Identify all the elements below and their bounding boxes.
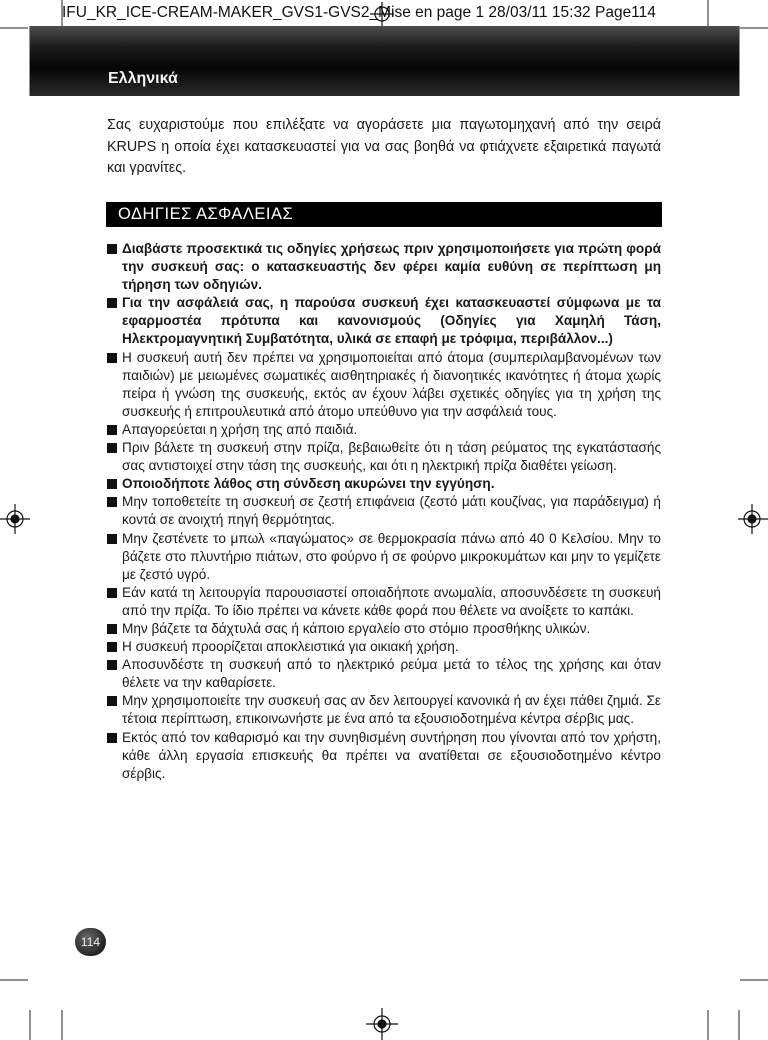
registration-mark-right: [738, 504, 768, 534]
registration-mark-bottom: [366, 1008, 398, 1040]
list-item: Διαβάστε προσεκτικά τις οδηγίες χρήσεως πριν χρησιμοποιήσετε για πρώτη φορά την συσκευή σας: ο κατασκευαστής δεν φέρει καμία ευθύνη σε περίπτωση μη τήρηση των οδηγιών.: [107, 240, 661, 294]
bullet-square-icon: [107, 642, 117, 652]
bullet-square-icon: [107, 624, 117, 634]
bullet-square-icon: [107, 497, 117, 507]
bullet-square-icon: [107, 425, 117, 435]
language-banner: [30, 26, 739, 96]
bullet-square-icon: [107, 244, 117, 254]
section-header-bar: [106, 202, 662, 227]
list-item: Η συσκευή αυτή δεν πρέπει να χρησιμοποιείται από άτομα (συμπεριλαμβανομένων των παιδιών) με μειωμένες σωματικές αισθητηριακές ή διανοητικές ικανότητες ή άτομα χωρίς πείρα ή γνώση της συσκευής, εκτός αν έχουν λάβει σχετικές οδηγίες για τη χρήση της συσκευής ή επιτρουλευτικά από άτομο υπεύθυνο για την ασφάλειά τους.: [107, 349, 661, 421]
language-title: Ελληνικά: [108, 70, 178, 87]
bullet-square-icon: [107, 534, 117, 544]
list-item: Οποιοδήποτε λάθος στη σύνδεση ακυρώνει την εγγύηση.: [107, 475, 661, 493]
list-item: Μην βάζετε τα δάχτυλά σας ή κάποιο εργαλείο στο στόμιο προσθήκης υλικών.: [107, 620, 661, 638]
bullet-square-icon: [107, 588, 117, 598]
list-item: Μην χρησιμοποιείτε την συσκευή σας αν δεν λειτουργεί κανονικά ή αν έχει πάθει ζημιά. Σε τέτοια περίπτωση, επικοινωνήστε με ένα από τα εξουσιοδοτημένα κέντρα σέρβις μας.: [107, 692, 661, 728]
bullet-square-icon: [107, 443, 117, 453]
list-item: Εκτός από τον καθαρισμό και την συνηθισμένη συντήρηση που γίνονται από τον χρήστη, κάθε άλλη εργασία επισκευής θα πρέπει να ανατίθεται σε εξουσιοδοτημένο κέντρο σέρβις.: [107, 729, 661, 783]
section-title: ΟΔΗΓΙΕΣ ΑΣΦΑΛΕΙΑΣ: [118, 205, 294, 223]
list-item: Αποσυνδέστε τη συσκευή από το ηλεκτρικό ρεύμα μετά το τέλος της χρήσης και όταν θέλετε να την καθαρίσετε.: [107, 656, 661, 692]
list-item: Απαγορεύεται η χρήση της από παιδιά.: [107, 421, 661, 439]
list-item: Για την ασφάλειά σας, η παρούσα συσκευή έχει κατασκευαστεί σύμφωνα με τα εφαρμοστέα πρότυπα και κανονισμούς (Οδηγίες για Χαμηλή Τάση, Ηλεκτρομαγνητική Συμβατότητα, υλικά σε επαφή με τρόφιμα, περιβάλλον...): [107, 294, 661, 348]
list-item: Εάν κατά τη λειτουργία παρουσιαστεί οποιαδήποτε ανωμαλία, αποσυνδέσετε τη συσκευή από την πρίζα. Το ίδιο πρέπει να κάνετε κάθε φορά που θέλετε να ανοίξετε το καπάκι.: [107, 584, 661, 620]
bullet-square-icon: [107, 479, 117, 489]
list-item: Η συσκευή προορίζεται αποκλειστικά για οικιακή χρήση.: [107, 638, 661, 656]
registration-mark-left: [0, 504, 30, 534]
intro-paragraph: Σας ευχαριστούμε που επιλέξατε να αγοράσετε μια παγωτομηχανή από την σειρά KRUPS η οποία έχει κατασκευαστεί για να σας βοηθά να φτιάχνετε εξαιρετικά παγωτά και γρανίτες.: [107, 117, 661, 176]
list-item: Πριν βάλετε τη συσκευή στην πρίζα, βεβαιωθείτε ότι η τάση ρεύματος της εγκατάστασής σας αντιστοιχεί στην τάση της συσκευής, και ότι η ηλεκτρική πρίζα διαθέτει γείωση.: [107, 439, 661, 475]
list-item: Μην τοποθετείτε τη συσκευή σε ζεστή επιφάνεια (ζεστό μάτι κουζίνας, για παράδειγμα) ή κοντά σε ανοιχτή πηγή θερμότητας.: [107, 493, 661, 529]
print-slug-header: IFU_KR_ICE-CREAM-MAKER_GVS1-GVS2_Mise en page 1 28/03/11 15:32 Page114: [62, 4, 656, 21]
safety-rules-list: [107, 240, 661, 783]
bullet-square-icon: [107, 660, 117, 670]
bullet-square-icon: [107, 298, 117, 308]
list-item: Μην ζεστένετε το μπωλ «παγώματος» σε θερμοκρασία πάνω από 40 0 Κελσίου. Μην το βάζετε στο πλυντήριο πιάτων, στο φούρνο ή σε φούρνο μικροκυμάτων και μην το γεμίζετε με ζεστό υγρό.: [107, 530, 661, 584]
page-number-badge: 114: [75, 928, 106, 956]
bullet-square-icon: [107, 696, 117, 706]
bullet-square-icon: [107, 353, 117, 363]
bullet-square-icon: [107, 733, 117, 743]
